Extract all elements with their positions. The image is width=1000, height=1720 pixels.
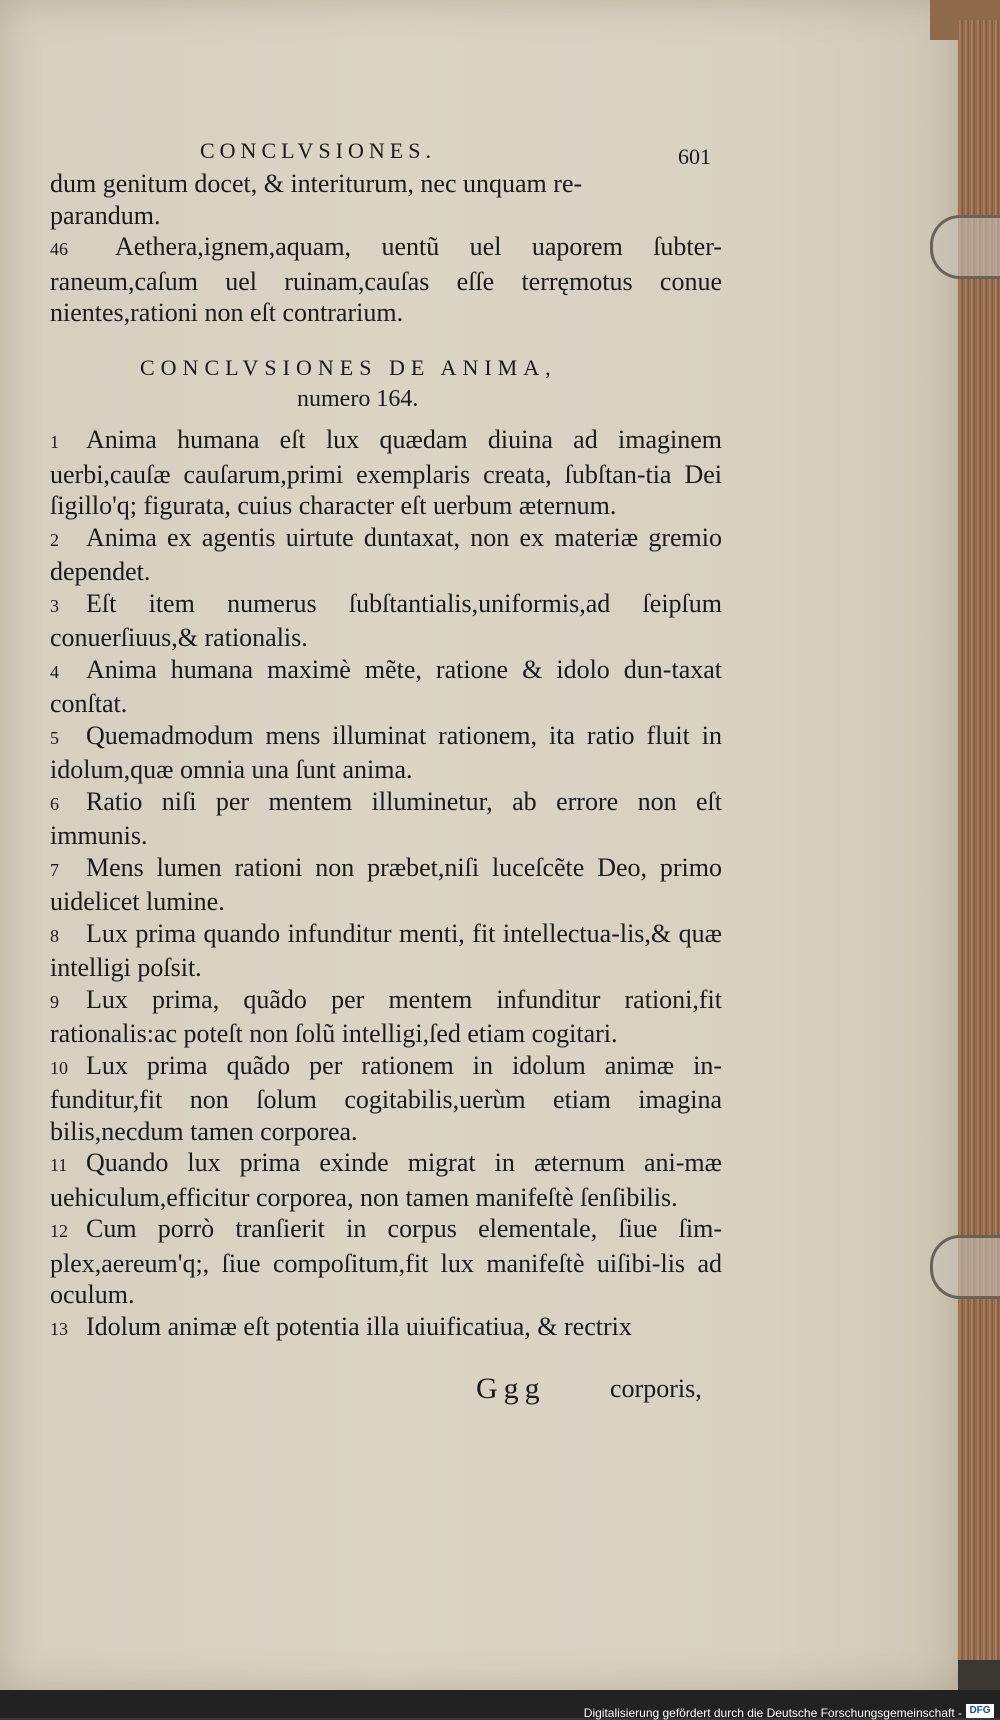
conclusion-item bbox=[50, 1311, 722, 1346]
continued-line-1: dum genitum docet, & interiturum, nec unquam re- bbox=[50, 169, 583, 198]
conclusion-number: 3 bbox=[50, 595, 59, 616]
conclusion-item bbox=[50, 1213, 722, 1311]
conclusion-text: Lux prima quãdo per rationem in idolum animæ in-funditur,fit non ſolum cogitabilis,uerùm etiam imagina bilis,necdum tamen corporea. bbox=[50, 1050, 722, 1146]
book-clasp-upper bbox=[930, 215, 1000, 279]
conclusion-text: Anima humana maximè mẽte, ratione & idolo dun-taxat conſtat. bbox=[50, 654, 722, 718]
page-number: 601 bbox=[678, 144, 711, 169]
conclusion-text: Idolum animæ eſt potentia illa uiuificatiua, & rectrix bbox=[86, 1311, 632, 1341]
conclusion-number: 6 bbox=[50, 793, 59, 814]
conclusion-item bbox=[50, 654, 722, 720]
book-clasp-lower bbox=[930, 1235, 1000, 1299]
credit-text: Digitalisierung gefördert durch die Deutsche Forschungsgemeinschaft - bbox=[583, 1706, 962, 1720]
conclusion-number: 8 bbox=[50, 925, 59, 946]
conclusion-item bbox=[50, 1147, 722, 1213]
conclusion-number: 9 bbox=[50, 991, 59, 1012]
conclusion-item bbox=[50, 1050, 722, 1148]
conclusion-number: 4 bbox=[50, 661, 59, 682]
conclusion-number: 13 bbox=[50, 1318, 68, 1339]
conclusion-item bbox=[50, 588, 722, 654]
conclusion-item bbox=[50, 786, 722, 852]
conclusion-text: Cum porrò tranſierit in corpus elementale, ſiue ſim-plex,aereum'q;, ſiue compoſitum,fit lux manifeſtè uiſibi-lis ad oculum. bbox=[50, 1214, 722, 1309]
section-subtitle: numero 164. bbox=[297, 386, 419, 412]
conclusion-text: Mens lumen rationi non præbet,niſi luceſcẽte Deo, primo uidelicet lumine. bbox=[50, 852, 722, 916]
conclusion-item bbox=[50, 720, 722, 786]
catchword: corporis, bbox=[610, 1374, 702, 1403]
conclusion-46 bbox=[50, 231, 722, 329]
conclusion-text: Anima ex agentis uirtute duntaxat, non ex materiæ gremio dependet. bbox=[50, 522, 722, 586]
conclusion-number: 46 bbox=[50, 239, 68, 259]
dfg-logo-icon: DFG bbox=[966, 1704, 994, 1718]
section-title: CONCLVSIONES DE ANIMA, bbox=[140, 355, 557, 380]
conclusion-text: Anima humana eſt lux quædam diuina ad imaginem uerbi,cauſæ cauſarum,primi exemplaris creata, ſubſtan-tia Dei ſigillo'q; figurata, cuius character eſt uerbum æternum. bbox=[50, 425, 722, 520]
conclusion-number: 2 bbox=[50, 529, 59, 550]
conclusion-text: Quando lux prima exinde migrat in æternum ani-mæ uehiculum,efficitur corporea, non tamen manifeſtè ſenſibilis. bbox=[50, 1148, 722, 1212]
conclusion-item bbox=[50, 984, 722, 1050]
running-title: CONCLVSIONES. bbox=[200, 138, 436, 163]
conclusion-number: 1 bbox=[50, 432, 59, 452]
continued-line-2: parandum. bbox=[50, 200, 161, 230]
conclusion-number: 12 bbox=[50, 1221, 68, 1241]
conclusion-number: 11 bbox=[50, 1155, 68, 1175]
top-text-block bbox=[50, 168, 722, 329]
conclusion-item bbox=[50, 424, 722, 522]
conclusion-text: Quemadmodum mens illuminat rationem, ita ratio fluit in idolum,quæ omnia una ſunt anima. bbox=[50, 720, 722, 784]
conclusion-text: Aethera,ignem,aquam, uentũ uel uaporem ſubter-raneum,caſum uel ruinam,cauſas eſſe terręmotus conue nientes,rationi non eſt contrarium. bbox=[50, 232, 722, 327]
conclusion-number: 7 bbox=[50, 859, 59, 880]
conclusion-text: Ratio niſi per mentem illuminetur, ab errore non eſt immunis. bbox=[50, 786, 722, 850]
signature-mark: Ggg bbox=[476, 1372, 546, 1405]
conclusion-item bbox=[50, 852, 722, 918]
conclusion-item bbox=[50, 522, 722, 588]
conclusion-text: Lux prima quando infunditur menti, fit intellectua-lis,& quæ intelligi poſsit. bbox=[50, 918, 722, 982]
conclusion-number: 10 bbox=[50, 1057, 68, 1078]
conclusions-list bbox=[50, 424, 722, 1345]
conclusion-item bbox=[50, 918, 722, 984]
conclusion-number: 5 bbox=[50, 727, 59, 748]
conclusion-text: Lux prima, quãdo per mentem infunditur rationi,fit rationalis:ac poteſt non ſolũ intelligi,ſed etiam cogitari. bbox=[50, 984, 722, 1048]
conclusion-text: Eſt item numerus ſubſtantialis,uniformis,ad ſeipſum conuerſiuus,& rationalis. bbox=[50, 588, 722, 652]
